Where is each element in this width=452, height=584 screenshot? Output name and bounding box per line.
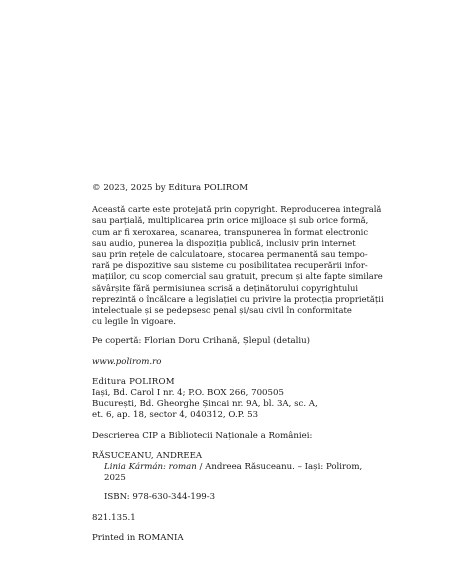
cover-artwork-title: Șlepul [242, 336, 271, 347]
legal-line: sau audio, punerea la dispoziția publică, inclusiv prin internet [92, 237, 356, 248]
printed-in: Printed in ROMANIA [92, 532, 184, 543]
cip-description-rest: / Andreea Răsuceanu. – Iași: Polirom, [196, 462, 363, 473]
legal-line: cum ar fi xeroxarea, scanarea, transpunerea în format electronic [92, 226, 369, 237]
legal-line: cu legile în vigoare. [92, 316, 176, 327]
cip-description [92, 462, 372, 484]
publisher-address-line: et. 6, ap. 18, sector 4, 040312, O.P. 53 [92, 410, 259, 421]
cip-year: 2025 [104, 473, 126, 484]
website-link[interactable]: www.polirom.ro [92, 356, 162, 367]
cip-author: RĂSUCEANU, ANDREEA [92, 450, 203, 461]
publisher-address-line: București, Bd. Gheorghe Șincai nr. 9A, bl. 3A, sc. A, [92, 399, 318, 410]
legal-line: intelectuale și se pedepsesc penal și/sau civil în conformitate [92, 305, 352, 316]
publisher-address-line: Iași, Bd. Carol I nr. 4; P.O. BOX 266, 700505 [92, 388, 284, 399]
legal-notice [92, 204, 384, 327]
cover-credit-prefix: Pe copertă: Florian Doru Crihană, [92, 336, 243, 347]
copyright-line: © 2023, 2025 by Editura POLIROM [92, 183, 249, 193]
udc-code: 821.135.1 [92, 512, 136, 523]
cip-book-title: Linia Kármán: roman [104, 462, 197, 473]
copyright-page [92, 183, 384, 544]
cip-heading: Descrierea CIP a Bibliotecii Naționale a României: [92, 430, 313, 441]
publisher-name: Editura POLIROM [92, 376, 175, 387]
legal-line: sau parțială, multiplicarea prin orice mijloace și sub orice formă, [92, 215, 369, 226]
legal-line: săvârșite fără permisiunea scrisă a deținătorului copyrightului [92, 282, 359, 293]
cover-credit [92, 336, 372, 347]
cover-credit-suffix: (detaliu) [270, 336, 311, 347]
legal-line: rară pe dispozitive sau sisteme cu posibilitatea recuperării infor- [92, 260, 368, 271]
publisher-address [92, 377, 372, 422]
legal-line: mațiilor, cu scop comercial sau gratuit, precum și alte fapte similare [92, 271, 383, 282]
legal-line: Această carte este protejată prin copyright. Reproducerea integrală [92, 204, 382, 215]
legal-line: reprezintă o încălcare a legislației cu privire la protecția proprietății [92, 293, 384, 304]
legal-line: sau prin rețele de calculatoare, stocarea permanentă sau tempo- [92, 249, 368, 260]
isbn: ISBN: 978-630-344-199-3 [104, 492, 216, 503]
